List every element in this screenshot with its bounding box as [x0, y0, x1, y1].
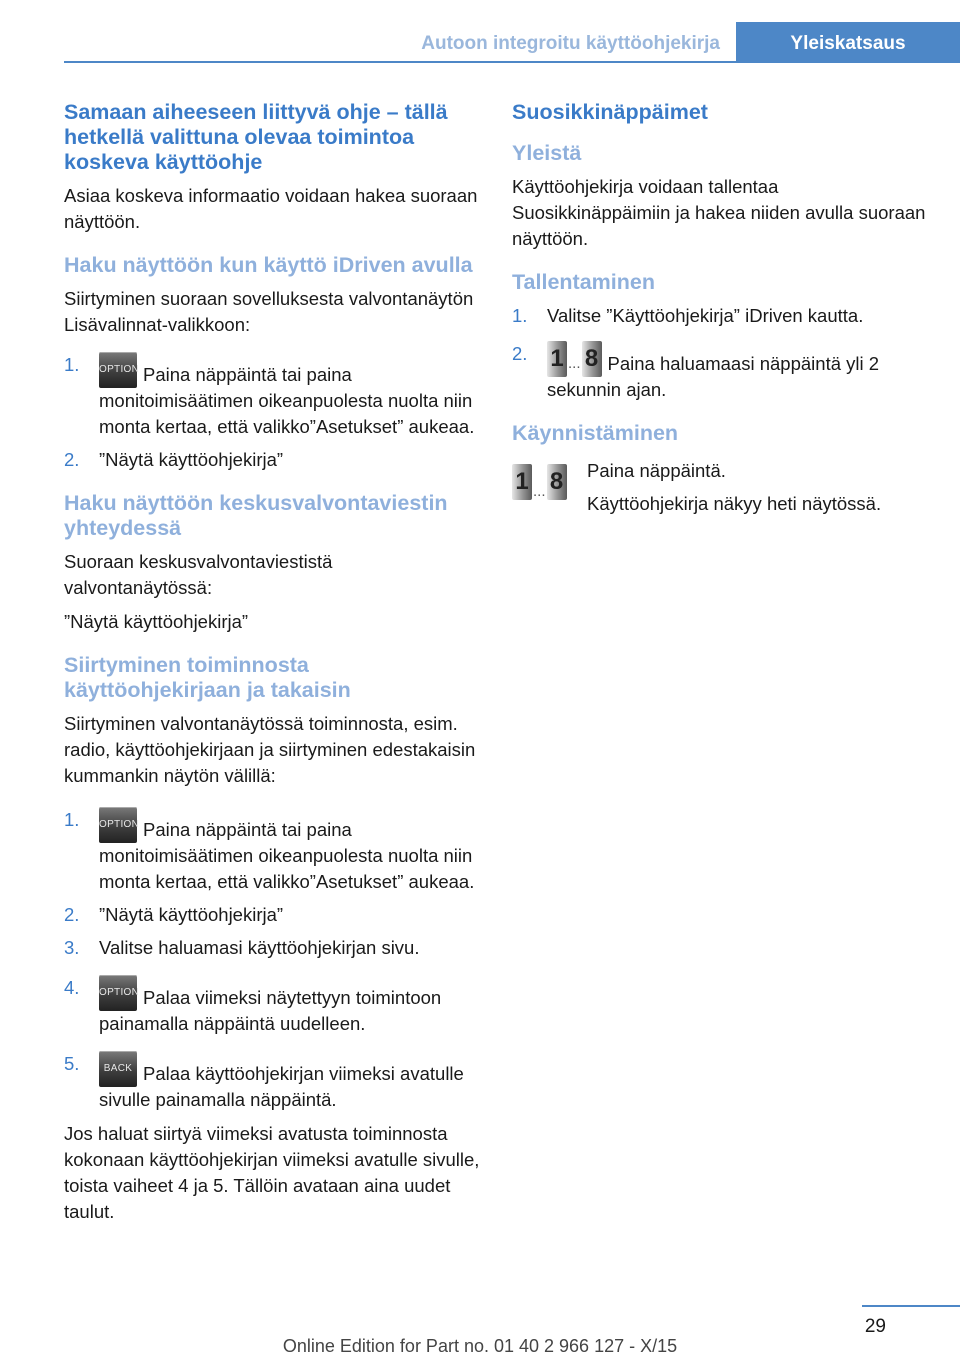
list-item: 5. BACK Palaa käyttöohjekirjan viimeksi avatulle sivulle painamalla näppäintä. — [64, 1053, 464, 1110]
option-button-icon: OPTION — [99, 352, 137, 388]
heading-related-help: Samaan aiheeseen liittyvä ohje – tällä hetkellä valittuna olevaa toimintoa koskeva käyttöohje — [64, 100, 448, 174]
paragraph-idrive: Siirtyminen suoraan sovelluksesta valvontanäytön Lisävalinnat-valikkoon: — [64, 288, 474, 335]
list-item: 2. ”Näytä käyttöohjekirja” — [64, 904, 284, 925]
header-rule — [64, 61, 960, 63]
paragraph-related-help: Asiaa koskeva informaatio voidaan hakea suoraan näyttöön. — [64, 185, 478, 232]
favorite-key-1-icon: 1 — [512, 464, 532, 500]
list-item: 1. OPTION Paina näppäintä tai paina monitoimisäätimen oikeanpuolesta nuolta niin monta kertaa, että valikko”Asetukset” aukeaa. — [64, 354, 475, 437]
list-item: 1. Valitse ”Käyttöohjekirja” iDriven kautta. — [512, 305, 864, 326]
back-button-icon: BACK — [99, 1051, 137, 1087]
option-button-icon: OPTION — [99, 807, 137, 843]
paragraph-final-note: Jos haluat siirtyä viimeksi avatusta toiminnosta kokonaan käyttöohjekirjan viimeksi avatulle sivulle, toista vaiheet 4 ja 5. Tällöin avataan aina uudet taulut. — [64, 1123, 480, 1222]
idrive-steps — [64, 352, 482, 473]
favorite-key-1-icon: 1 — [547, 341, 567, 377]
paragraph-general: Käyttöohjekirja voidaan tallentaa Suosikkinäppäimiin ja hakea niiden avulla suoraan näyttöön. — [512, 176, 926, 249]
favorite-key-8-icon: 8 — [582, 341, 602, 377]
heading-general: Yleistä — [512, 141, 582, 165]
list-item: 1. OPTION Paina näppäintä tai paina monitoimisäätimen oikeanpuolesta nuolta niin monta kertaa, että valikko”Asetukset” aukeaa. — [64, 809, 475, 892]
heading-central-message: Haku näyttöön keskusvalvontaviestin yhteydessä — [64, 491, 448, 540]
page-header — [0, 0, 960, 62]
heading-switch: Siirtyminen toiminnosta käyttöohjekirjaan ja takaisin — [64, 653, 351, 702]
paragraph-shown-on-display: Käyttöohjekirja näkyy heti näytössä. — [587, 493, 882, 514]
header-section-title: Autoon integroitu käyttöohjekirja — [421, 33, 720, 54]
heading-start: Käynnistäminen — [512, 421, 679, 445]
favorite-usage-block — [512, 458, 926, 538]
list-item: 2. 1 ... 8 Paina haluamaasi näppäintä yli 2 sekunnin ajan. — [512, 343, 880, 400]
heading-save: Tallentaminen — [512, 270, 655, 294]
favorite-key-8-icon: 8 — [547, 464, 567, 500]
header-chapter-tab: Yleiskatsaus — [736, 22, 960, 62]
ellipsis-icon: ... — [568, 355, 581, 372]
switch-steps — [64, 807, 482, 1113]
paragraph-central-menu: ”Näytä käyttöohjekirja” — [64, 611, 249, 632]
heading-idrive: Haku näyttöön kun käyttö iDriven avulla — [64, 253, 473, 277]
heading-favorites: Suosikkinäppäimet — [512, 100, 708, 124]
paragraph-central-message: Suoraan keskusvalvontaviestistä valvontanäytössä: — [64, 551, 333, 598]
save-steps — [512, 303, 926, 403]
list-item: 3. Valitse haluamasi käyttöohjekirjan sivu. — [64, 937, 420, 958]
ellipsis-icon: ... — [533, 483, 546, 500]
list-item: 4. OPTION Palaa viimeksi näytettyyn toimintoon painamalla näppäintä uudelleen. — [64, 977, 442, 1034]
right-column — [512, 100, 926, 538]
left-column — [64, 100, 482, 1233]
list-item: 2. ”Näytä käyttöohjekirja” — [64, 449, 284, 470]
paragraph-switch: Siirtyminen valvontanäytössä toiminnosta, esim. radio, käyttöohjekirjaan ja siirtyminen edestakaisin kummankin näytön välillä: — [64, 713, 476, 786]
paragraph-press-key: Paina näppäintä. — [587, 460, 726, 481]
favorite-keys-icon-group — [512, 464, 567, 500]
footer-edition: Online Edition for Part no. 01 40 2 966 127 - X/15 — [282, 1336, 678, 1356]
footer-rule — [862, 1305, 960, 1307]
page-number: 29 — [864, 1316, 886, 1337]
option-button-icon: OPTION — [99, 975, 137, 1011]
